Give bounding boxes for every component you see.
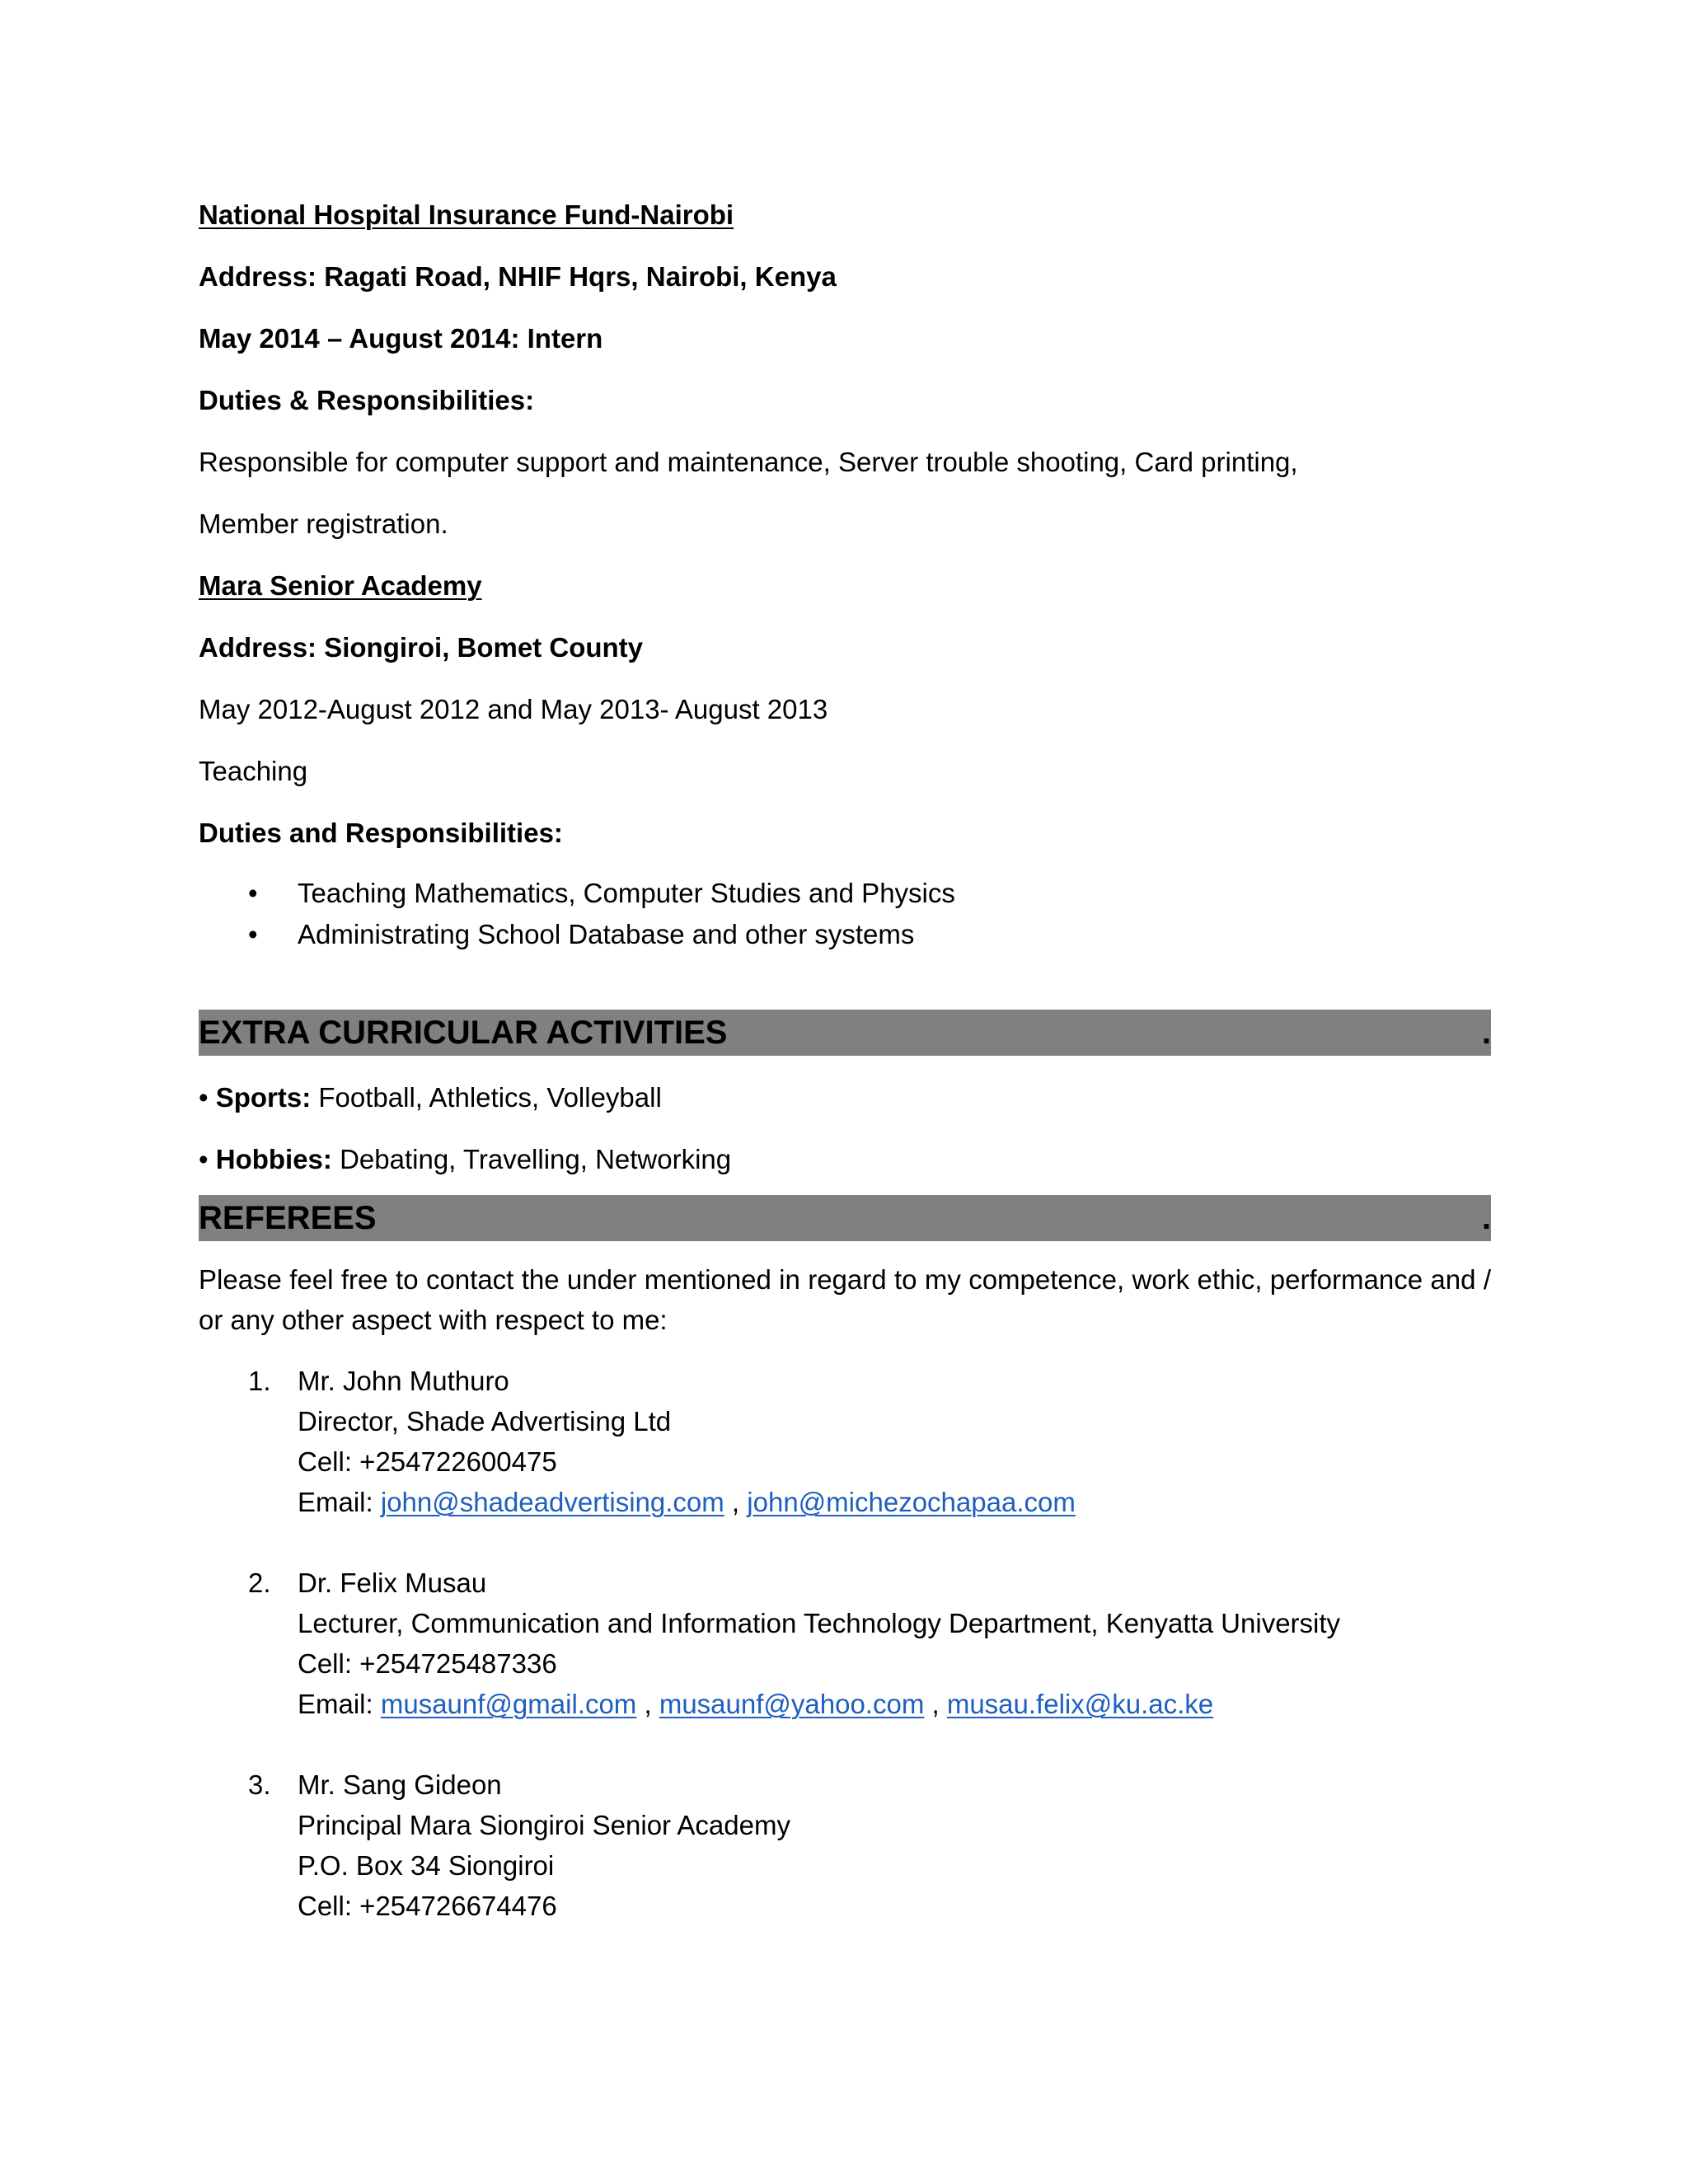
referee-title: Lecturer, Communication and Information Technology Department, Kenyatta University bbox=[298, 1608, 1341, 1638]
referees-list bbox=[199, 1361, 1491, 1926]
email-link[interactable]: musaunf@yahoo.com bbox=[659, 1689, 925, 1719]
employment-period: May 2014 – August 2014: Intern bbox=[199, 323, 603, 354]
email-label: Email: bbox=[298, 1487, 381, 1517]
duties-text-continued: Member registration. bbox=[199, 509, 448, 539]
referee-emails bbox=[298, 1482, 1491, 1522]
email-label: Email: bbox=[298, 1689, 381, 1719]
referee-item bbox=[199, 1361, 1491, 1522]
employer-address: Address: Ragati Road, NHIF Hqrs, Nairobi, Kenya bbox=[199, 261, 837, 292]
duties-heading: Duties and Responsibilities: bbox=[199, 818, 563, 848]
referee-number: 2. bbox=[248, 1568, 271, 1598]
referee-emails bbox=[298, 1684, 1491, 1724]
section-header-extra-curricular bbox=[199, 1010, 1491, 1056]
bullet-icon: • bbox=[248, 878, 258, 908]
duties-text: Responsible for computer support and maintenance, Server trouble shooting, Card printing, bbox=[199, 447, 1298, 477]
referee-number: 1. bbox=[248, 1366, 271, 1396]
duty-text: Teaching Mathematics, Computer Studies and Physics bbox=[298, 878, 955, 908]
referee-item bbox=[199, 1563, 1491, 1724]
email-separator: , bbox=[724, 1487, 748, 1517]
referee-name: Dr. Felix Musau bbox=[298, 1568, 487, 1598]
activity-item bbox=[199, 1142, 1491, 1177]
activity-item bbox=[199, 1080, 1491, 1115]
referee-title: Director, Shade Advertising Ltd bbox=[298, 1406, 672, 1436]
email-link[interactable]: musau.felix@ku.ac.ke bbox=[946, 1689, 1214, 1719]
referee-cell: Cell: +254722600475 bbox=[298, 1446, 557, 1477]
section-title-mark: . bbox=[1481, 1200, 1491, 1236]
referees-intro: Please feel free to contact the under mentioned in regard to my competence, work ethic, performance and / or any other aspect with respect to me: bbox=[199, 1264, 1491, 1335]
bullet-icon: • bbox=[199, 1082, 209, 1113]
duty-item bbox=[199, 914, 1491, 955]
activity-value: Debating, Travelling, Networking bbox=[331, 1144, 732, 1174]
email-link[interactable]: john@michezochapaa.com bbox=[747, 1487, 1076, 1517]
duty-item bbox=[199, 873, 1491, 914]
employer-name: Mara Senior Academy bbox=[199, 570, 482, 601]
email-separator: , bbox=[636, 1689, 659, 1719]
referee-cell: Cell: +254725487336 bbox=[298, 1648, 557, 1679]
section-title-mark: . bbox=[1481, 1015, 1491, 1051]
activity-label: Hobbies: bbox=[215, 1144, 332, 1174]
activity-label: Sports: bbox=[215, 1082, 312, 1113]
employment-role: Teaching bbox=[199, 756, 308, 786]
employer-name: National Hospital Insurance Fund-Nairobi bbox=[199, 199, 734, 230]
referee-number: 3. bbox=[248, 1769, 271, 1800]
email-link[interactable]: john@shadeadvertising.com bbox=[380, 1487, 724, 1517]
email-link[interactable]: musaunf@gmail.com bbox=[380, 1689, 637, 1719]
referee-title: Principal Mara Siongiroi Senior Academy bbox=[298, 1810, 790, 1840]
section-header-referees bbox=[199, 1195, 1491, 1241]
employer-address: Address: Siongiroi, Bomet County bbox=[199, 632, 644, 663]
activity-value: Football, Athletics, Volleyball bbox=[311, 1082, 662, 1113]
bullet-icon: • bbox=[248, 919, 258, 949]
referee-name: Mr. Sang Gideon bbox=[298, 1769, 502, 1800]
section-title: EXTRA CURRICULAR ACTIVITIES bbox=[199, 1015, 728, 1051]
referee-item bbox=[199, 1765, 1491, 1926]
referee-po-box: P.O. Box 34 Siongiroi bbox=[298, 1850, 555, 1881]
employment-period: May 2012-August 2012 and May 2013- August 2013 bbox=[199, 694, 828, 724]
email-separator: , bbox=[924, 1689, 947, 1719]
duty-text: Administrating School Database and other systems bbox=[298, 919, 915, 949]
resume-page bbox=[199, 198, 1491, 1926]
referee-name: Mr. John Muthuro bbox=[298, 1366, 509, 1396]
duties-list bbox=[199, 873, 1491, 955]
duties-heading: Duties & Responsibilities: bbox=[199, 385, 535, 415]
referee-cell: Cell: +254726674476 bbox=[298, 1891, 557, 1921]
section-title: REFEREES bbox=[199, 1200, 377, 1236]
bullet-icon: • bbox=[199, 1144, 209, 1174]
